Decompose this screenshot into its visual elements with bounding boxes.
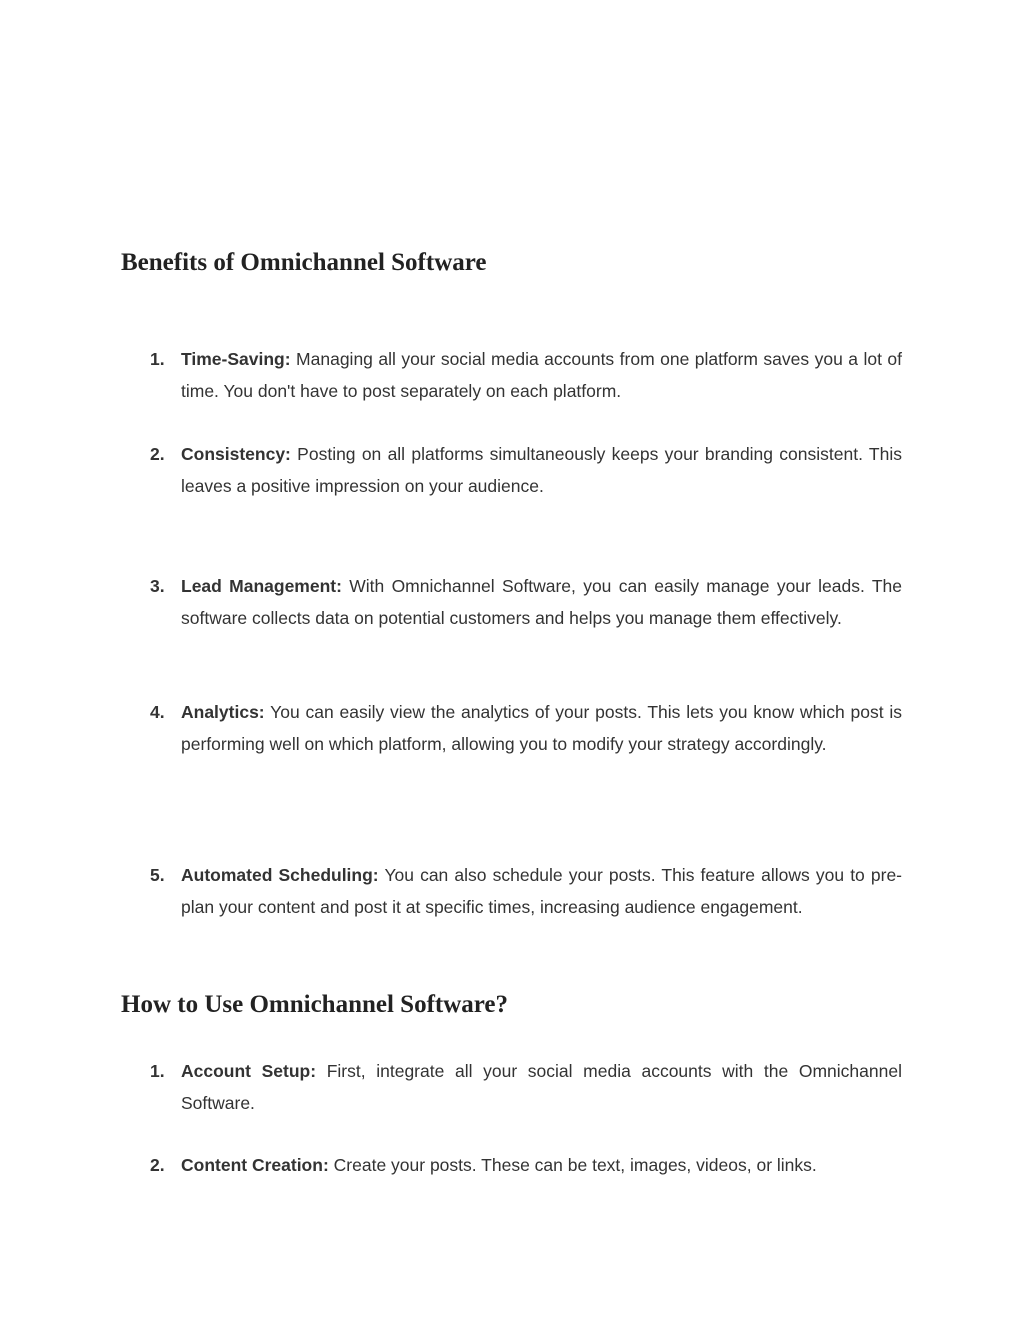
list-item-body <box>181 439 902 502</box>
list-item-text: First, integrate all your social media accounts with the Omnichannel Software. <box>181 1061 902 1113</box>
list-item-text: With Omnichannel Software, you can easily manage your leads. The software collects data on potential customers and helps you manage them effectively. <box>181 576 903 628</box>
list-item-text: Posting on all platforms simultaneously keeps your branding consistent. This leaves a positive impression on your audience. <box>181 444 902 496</box>
list-item-number: 1. <box>150 1061 165 1081</box>
list-item-number: 2. <box>150 1155 165 1175</box>
list-item-body <box>181 1056 902 1119</box>
list-item-label: Consistency: <box>181 444 291 464</box>
list-item-label: Automated Scheduling: <box>181 865 379 885</box>
list-item-body <box>181 344 902 407</box>
list-item-body <box>181 571 902 634</box>
list-item-label: Lead Management: <box>181 576 342 596</box>
list-item-body <box>181 860 902 923</box>
list-item-number: 2. <box>150 444 165 464</box>
list-item-number: 1. <box>150 349 165 369</box>
list-item <box>150 571 902 634</box>
list-item <box>150 1056 902 1119</box>
list-item <box>150 1150 902 1182</box>
list-item-number: 3. <box>150 576 165 596</box>
list-item <box>150 697 902 760</box>
list-item <box>150 439 902 502</box>
list-item <box>150 344 902 407</box>
list-item-body <box>181 1150 902 1182</box>
list-item-label: Account Setup: <box>181 1061 317 1081</box>
list-item-text: Create your posts. These can be text, images, videos, or links. <box>333 1155 817 1175</box>
list-item-label: Time-Saving: <box>181 349 291 369</box>
list-item-number: 5. <box>150 865 165 885</box>
list-item <box>150 860 902 923</box>
section-heading-how-to-use: How to Use Omnichannel Software? <box>121 991 509 1018</box>
list-item-text: Managing all your social media accounts from one platform saves you a lot of time. You don't have to post separately on each platform. <box>181 349 902 401</box>
list-item-text: You can also schedule your posts. This feature allows you to pre-plan your content and post it at specific times, increasing audience engagement. <box>181 865 903 917</box>
list-item-label: Analytics: <box>181 702 265 722</box>
list-item-number: 4. <box>150 702 165 722</box>
list-item-text: You can easily view the analytics of your posts. This lets you know which post is performing well on which platform, allowing you to modify your strategy accordingly. <box>181 702 903 754</box>
section-heading-benefits: Benefits of Omnichannel Software <box>121 249 487 276</box>
list-item-body <box>181 697 902 760</box>
list-item-label: Content Creation: <box>181 1155 329 1175</box>
